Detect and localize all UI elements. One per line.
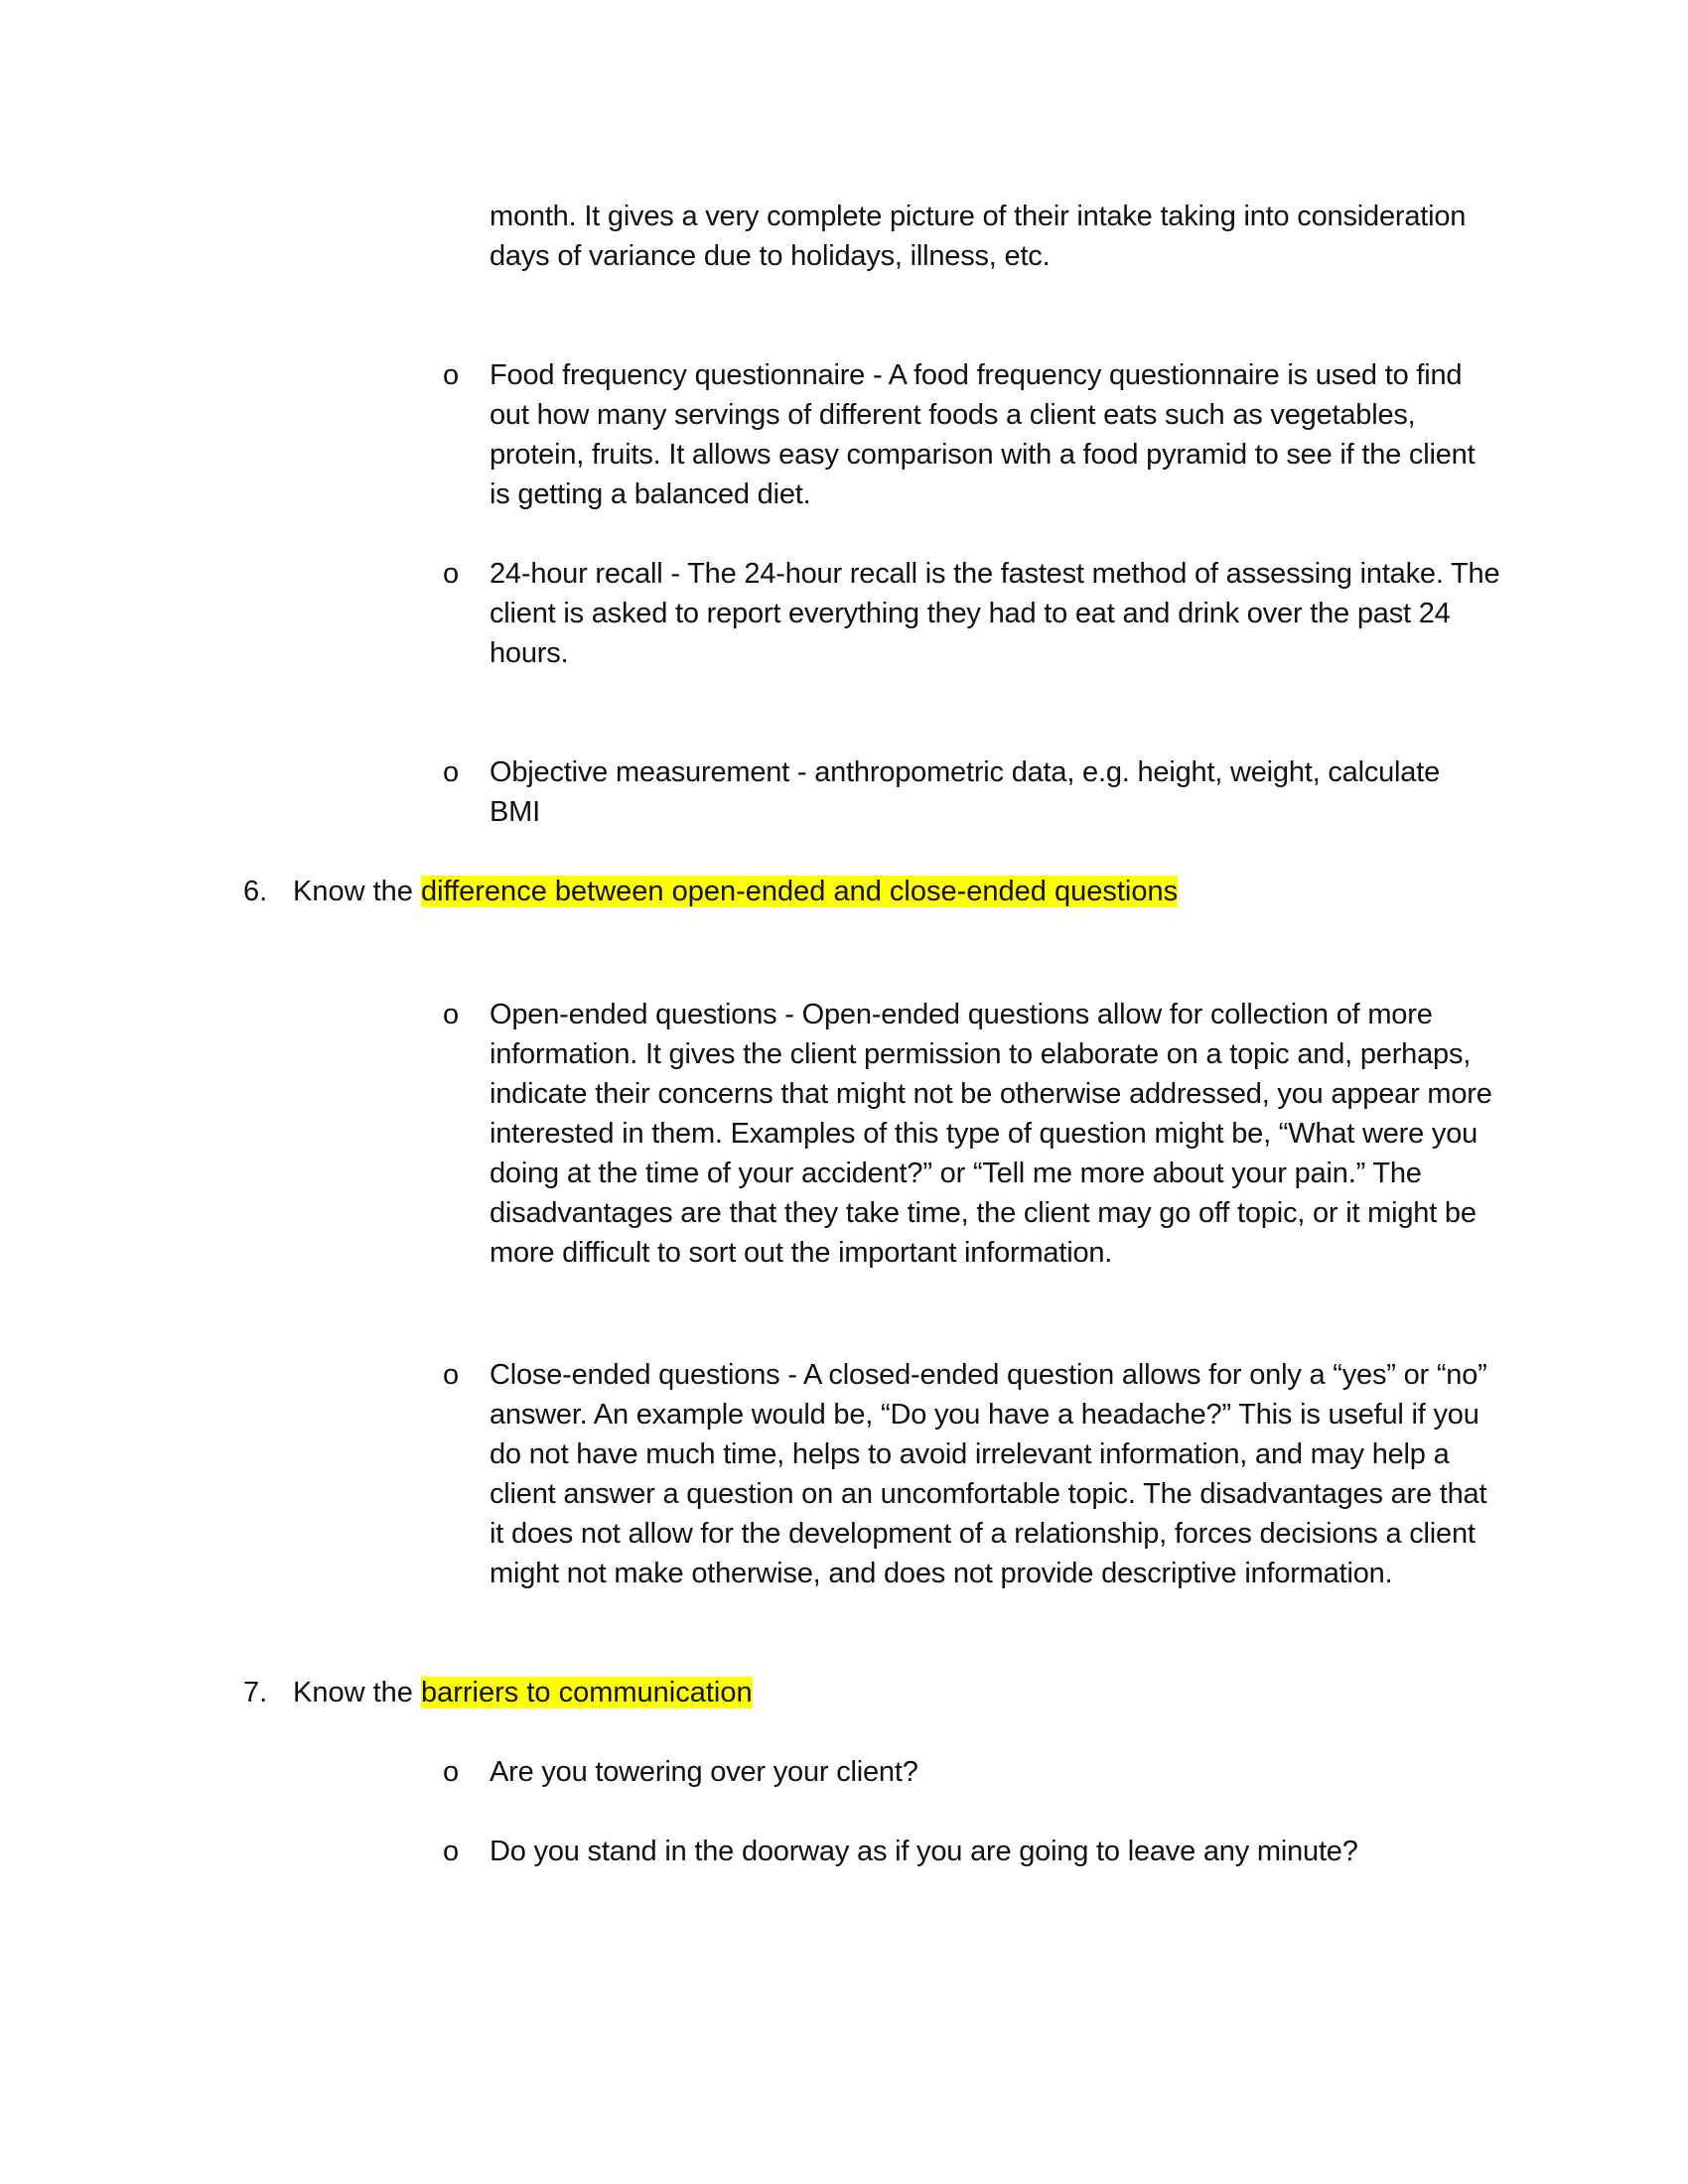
list-item-line: more difficult to sort out the important information.: [490, 1237, 1113, 1269]
bullet-icon: o: [443, 359, 460, 391]
list-item-line: protein, fruits. It allows easy comparison with a food pyramid to see if the client: [490, 439, 1476, 471]
bullet-icon: o: [443, 756, 460, 788]
heading-prefix: Know the: [293, 1677, 421, 1708]
bullet-icon: o: [443, 558, 460, 590]
list-item-line: Food frequency questionnaire - A food frequency questionnaire is used to find: [490, 359, 1463, 391]
list-number: 6.: [243, 876, 268, 907]
list-item-line: BMI: [490, 796, 540, 828]
list-item-line: do not have much time, helps to avoid irrelevant information, and may help a: [490, 1438, 1450, 1470]
list-number: 7.: [243, 1677, 268, 1708]
list-item-line: Close-ended questions - A closed-ended question allows for only a “yes” or “no”: [490, 1359, 1487, 1391]
list-item-line: might not make otherwise, and does not provide descriptive information.: [490, 1558, 1393, 1589]
bullet-icon: o: [443, 1756, 460, 1788]
bullet-icon: o: [443, 1836, 460, 1867]
list-item-line: Are you towering over your client?: [490, 1756, 918, 1788]
list-item-line: doing at the time of your accident?” or “Tell me more about your pain.” The: [490, 1158, 1422, 1189]
list-item-line: Objective measurement - anthropometric data, e.g. height, weight, calculate: [490, 756, 1441, 788]
bullet-icon: o: [443, 999, 460, 1030]
list-item-line: Do you stand in the doorway as if you are going to leave any minute?: [490, 1836, 1358, 1867]
list-item-line: 24-hour recall - The 24-hour recall is the fastest method of assessing intake. The: [490, 558, 1500, 590]
heading-text: [293, 872, 1178, 911]
paragraph-line: month. It gives a very complete picture of their intake taking into consideration: [490, 201, 1467, 232]
list-item-line: client answer a question on an uncomfortable topic. The disadvantages are that: [490, 1478, 1487, 1510]
highlighted-text: barriers to communication: [420, 1677, 753, 1708]
highlighted-text: difference between open-ended and close-ended questions: [420, 876, 1179, 907]
list-item-line: indicate their concerns that might not be otherwise addressed, you appear more: [490, 1078, 1492, 1110]
bullet-icon: o: [443, 1359, 460, 1391]
paragraph-line: days of variance due to holidays, illness, etc.: [490, 240, 1051, 272]
list-item-line: interested in them. Examples of this type of question might be, “What were you: [490, 1118, 1478, 1150]
heading-prefix: Know the: [293, 876, 421, 907]
list-item-line: Open-ended questions - Open-ended questions allow for collection of more: [490, 999, 1433, 1030]
list-item-line: is getting a balanced diet.: [490, 478, 811, 510]
list-item-line: it does not allow for the development of a relationship, forces decisions a client: [490, 1518, 1476, 1550]
list-item-line: disadvantages are that they take time, the client may go off topic, or it might be: [490, 1197, 1477, 1229]
list-item-line: out how many servings of different foods a client eats such as vegetables,: [490, 399, 1416, 431]
heading-text: [293, 1673, 753, 1712]
list-item-line: hours.: [490, 637, 569, 669]
list-item-line: client is asked to report everything they had to eat and drink over the past 24: [490, 598, 1451, 629]
list-item-line: answer. An example would be, “Do you have a headache?” This is useful if you: [490, 1399, 1479, 1431]
list-item-line: information. It gives the client permission to elaborate on a topic and, perhaps,: [490, 1038, 1472, 1070]
